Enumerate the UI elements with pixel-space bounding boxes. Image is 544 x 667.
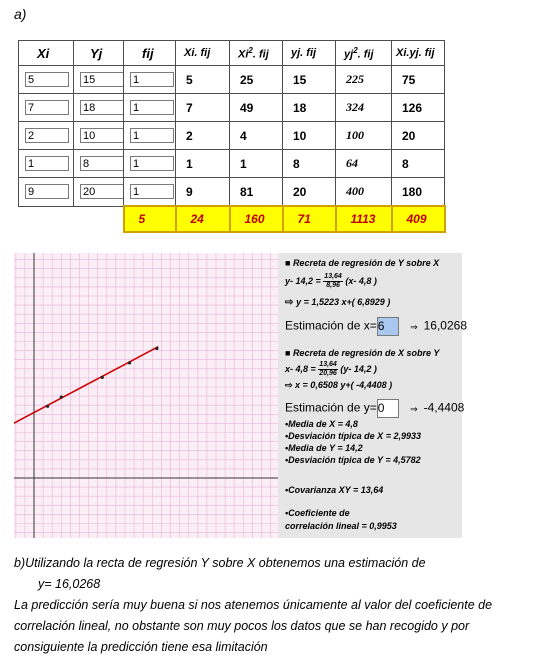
- table-row: [19, 94, 445, 122]
- answer-b-line2: y= 16,0268: [38, 577, 101, 591]
- data-point: [155, 347, 158, 350]
- estimate-y-row: Estimación de y=0 ⇒ -4,4408: [285, 399, 464, 418]
- cell-yf: 20: [283, 178, 336, 207]
- cell-input-fij[interactable]: 1: [130, 72, 174, 87]
- coef-line1: •Coeficiente de: [285, 508, 350, 518]
- cell-yf: 15: [283, 66, 336, 94]
- desv-y: •Desviación típica de Y = 4,5782: [285, 455, 421, 465]
- conclusion-line2: correlación lineal, no obstante son muy pocos los datos que se han recogido y por: [14, 619, 470, 633]
- regression-info-panel: [278, 253, 467, 538]
- conclusion-line1: La predicción sería muy buena si nos atenemos únicamente al valor del coeficiente de: [14, 598, 493, 612]
- cell-y2f: 324: [336, 94, 392, 122]
- coef-line2: correlación lineal = 0,9953: [285, 521, 397, 531]
- cell-input-yj[interactable]: 20: [80, 184, 124, 199]
- cell-input-fij[interactable]: 1: [130, 184, 174, 199]
- reg-xy-fraction: $\frac{13,64}{20,96}$: [319, 361, 337, 377]
- cell-xyf: 126: [392, 94, 445, 122]
- reg-xy-formula: x- 4,8 = $\frac{13,64}{20,96}$ (y- 14,2 ): [285, 361, 377, 377]
- header-xi: Xi: [19, 41, 74, 66]
- cell-input-xi[interactable]: 2: [25, 128, 69, 143]
- reg-yx-equation: ⇨ y = 1,5223 x+( 6,8929 ): [285, 297, 391, 308]
- data-point: [46, 405, 49, 408]
- cell-input-yj[interactable]: 15: [80, 72, 124, 87]
- cell-xf: 9: [176, 178, 230, 207]
- cell-input-xi[interactable]: 9: [25, 184, 69, 199]
- regression-graph-svg: [14, 253, 286, 538]
- cell-xf: 5: [176, 66, 230, 94]
- data-point: [128, 361, 131, 364]
- table-row: [19, 150, 445, 178]
- cell-xf: 2: [176, 122, 230, 150]
- estimate-y-result: -4,4408: [423, 400, 465, 415]
- table-row: [19, 178, 445, 207]
- frequency-table-wrapper: [18, 40, 444, 226]
- reg-yx-title: ■ Recreta de regresión de Y sobre X: [285, 258, 440, 268]
- cell-x2f: 81: [230, 178, 283, 207]
- estimate-y-input[interactable]: 0: [377, 399, 399, 418]
- cell-input-fij[interactable]: 1: [130, 100, 174, 115]
- cell-xf: 7: [176, 94, 230, 122]
- reg-yx-fraction: $\frac{13,64}{8,96}$: [324, 273, 342, 289]
- total-yj2-fij: 1113: [336, 206, 392, 232]
- cell-xf: 1: [176, 150, 230, 178]
- regression-graph: [14, 253, 286, 538]
- arrow-icon: ⇒: [410, 403, 418, 414]
- header-xi-fij: Xi. fij: [176, 41, 230, 66]
- cell-xyf: 75: [392, 66, 445, 94]
- cell-input-xi[interactable]: 7: [25, 100, 69, 115]
- media-y: •Media de Y = 14,2: [285, 443, 363, 453]
- reg-yx-formula: y- 14,2 = $\frac{13,64}{8,96}$ (x- 4,8 ): [285, 273, 377, 289]
- cell-input-yj[interactable]: 10: [80, 128, 124, 143]
- section-a-label: a): [14, 6, 27, 22]
- media-x: •Media de X = 4,8: [285, 419, 358, 429]
- conclusion-line3: consiguiente la predicción tiene esa limitación: [14, 640, 268, 654]
- table-row: [19, 122, 445, 150]
- cell-input-fij[interactable]: 1: [130, 156, 174, 171]
- cell-x2f: 1: [230, 150, 283, 178]
- header-yj2-fij: $yj^2$. fij: [336, 41, 392, 66]
- header-xi2-fij: Xi$^2$. fij: [230, 41, 283, 66]
- totals-row: [19, 206, 445, 232]
- desv-x: •Desviación típica de X = 2,9933: [285, 431, 421, 441]
- total-xi2-fij: 160: [230, 206, 283, 232]
- total-fij: 5: [124, 206, 176, 232]
- cell-xyf: 8: [392, 150, 445, 178]
- estimate-x-input[interactable]: 6: [377, 317, 399, 336]
- total-xi-yj-fij: 409: [392, 206, 445, 232]
- total-yj-fij: 71: [283, 206, 336, 232]
- header-xi-yj-fij: Xi.yj. fij: [392, 41, 445, 66]
- cell-input-xi[interactable]: 1: [25, 156, 69, 171]
- frequency-table: [18, 40, 446, 233]
- estimate-x-result: 16,0268: [423, 318, 467, 333]
- total-xi-fij: 24: [176, 206, 230, 232]
- cell-input-xi[interactable]: 5: [25, 72, 69, 87]
- data-point: [60, 395, 63, 398]
- cell-input-yj[interactable]: 18: [80, 100, 124, 115]
- cell-input-fij[interactable]: 1: [130, 128, 174, 143]
- answer-b-line1: b)Utilizando la recta de regresión Y sobre X obtenemos una estimación de: [14, 556, 426, 570]
- covarianza: •Covarianza XY = 13,64: [285, 485, 384, 495]
- cell-xyf: 180: [392, 178, 445, 207]
- cell-y2f: 64: [336, 150, 392, 178]
- header-yj: Yj: [74, 41, 124, 66]
- cell-yf: 18: [283, 94, 336, 122]
- cell-y2f: 100: [336, 122, 392, 150]
- cell-x2f: 25: [230, 66, 283, 94]
- reg-xy-equation: ⇨ x = 0,6508 y+( -4,4408 ): [285, 380, 393, 390]
- table-row: [19, 66, 445, 94]
- cell-x2f: 4: [230, 122, 283, 150]
- cell-yf: 8: [283, 150, 336, 178]
- estimate-x-row: Estimación de x=6 ⇒ 16,0268: [285, 317, 467, 336]
- data-point: [101, 376, 104, 379]
- header-fij: fij: [124, 41, 176, 66]
- cell-y2f: 400: [336, 178, 392, 207]
- cell-input-yj[interactable]: 8: [80, 156, 124, 171]
- arrow-icon: ⇒: [410, 321, 418, 332]
- table-header-row: [19, 41, 445, 66]
- cell-y2f: 225: [336, 66, 392, 94]
- cell-yf: 10: [283, 122, 336, 150]
- reg-xy-title: ■ Recreta de regresión de X sobre Y: [285, 348, 440, 358]
- header-yj-fij: yj. fij: [283, 41, 336, 66]
- cell-xyf: 20: [392, 122, 445, 150]
- cell-x2f: 49: [230, 94, 283, 122]
